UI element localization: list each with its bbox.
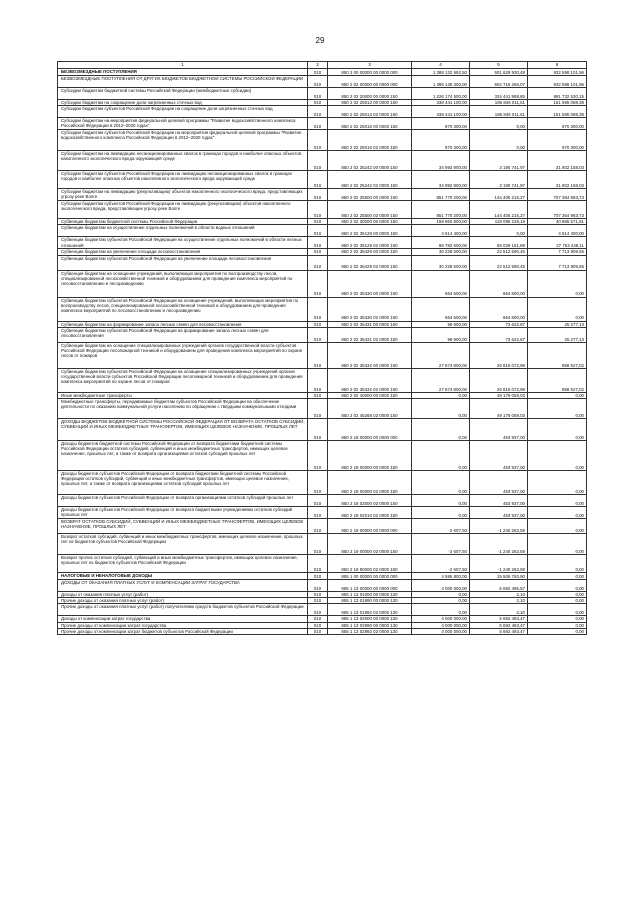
- approved-amount: 27 673 800,00: [412, 342, 470, 368]
- table-row: [58, 106, 587, 118]
- budget-classification-code: 855 1 13 00000 00 0000 000: [328, 580, 412, 592]
- line-code: 010: [308, 255, 328, 270]
- unexecuted-amount: 151 595 088,39: [528, 100, 587, 106]
- table-row: [58, 604, 587, 616]
- approved-amount: 98 900,00: [412, 327, 470, 342]
- budget-classification-code: 850 2 02 25016 02 0000 150: [328, 130, 412, 151]
- column-header: 3: [328, 62, 412, 69]
- executed-amount: 22 512 590,45: [470, 249, 528, 255]
- approved-amount: 0,00: [412, 419, 470, 441]
- unexecuted-amount: 0,00: [528, 519, 587, 534]
- row-name: Иные межбюджетные трансферты: [58, 392, 308, 398]
- unexecuted-amount: 31 802 158,03: [528, 151, 587, 171]
- unexecuted-amount: 0,00: [528, 628, 587, 634]
- column-header: 1: [58, 62, 308, 69]
- approved-amount: 0,00: [412, 604, 470, 616]
- table-row: [58, 327, 587, 342]
- line-code: 010: [308, 76, 328, 88]
- budget-classification-code: 855 1 13 02990 00 0000 130: [328, 622, 412, 628]
- executed-amount: 186 846 011,61: [470, 106, 528, 118]
- line-code: 010: [308, 419, 328, 441]
- budget-classification-code: 850 2 02 25013 02 0000 150: [328, 106, 412, 118]
- page-number: 29: [315, 36, 325, 45]
- line-code: 010: [308, 392, 328, 398]
- table-row: [58, 151, 587, 171]
- approved-amount: 0,00: [412, 399, 470, 419]
- unexecuted-amount: 0,00: [528, 297, 587, 321]
- unexecuted-amount: 0,00: [528, 419, 587, 441]
- executed-amount: 501 629 930,48: [470, 69, 528, 76]
- budget-classification-code: 850 2 02 35429 02 0000 150: [328, 255, 412, 270]
- budget-classification-code: 855 1 13 01000 00 0000 130: [328, 592, 412, 598]
- line-code: 010: [308, 327, 328, 342]
- row-name: Субсидии бюджетам субъектов Российской Федерации на ликвидацию несанкционированных свалок в границах городов и наиболее опасных объектов накопленного экологического вреда окружающей среде: [58, 171, 308, 189]
- row-name: Субсидии бюджетам на сокращение доли загрязненных сточных вод: [58, 100, 308, 106]
- executed-amount: 2,10: [470, 592, 528, 598]
- unexecuted-amount: 0,00: [528, 471, 587, 495]
- approved-amount: 851 770 200,00: [412, 201, 470, 219]
- executed-amount: -1 240 262,59: [470, 519, 528, 534]
- approved-amount: 338 441 100,00: [412, 100, 470, 106]
- budget-classification-code: 850 2 02 00000 00 0000 000: [328, 76, 412, 88]
- line-code: 010: [308, 225, 328, 237]
- approved-amount: 159 960 800,00: [412, 219, 470, 225]
- approved-amount: 0,00: [412, 392, 470, 398]
- row-name: Субвенции бюджетам субъектов Российской Федерации на осуществление отдельных полномочий в области лесных отношений: [58, 237, 308, 249]
- line-code: 010: [308, 555, 328, 573]
- executed-amount: 5 692 493,47: [470, 622, 528, 628]
- line-code: 010: [308, 249, 328, 255]
- line-code: 010: [308, 201, 328, 219]
- row-name: Доходы бюджетов субъектов Российской Федерации от возврата организациями остатков субсидий прошлых лет: [58, 495, 308, 507]
- table-row: [58, 573, 587, 580]
- budget-classification-code: 850 2 02 35432 00 0000 150: [328, 342, 412, 368]
- executed-amount: 664 600,00: [470, 297, 528, 321]
- executed-amount: 49 179 059,03: [470, 392, 528, 398]
- column-header: 2: [308, 62, 328, 69]
- budget-classification-code: 850 2 02 30000 00 0000 150: [328, 219, 412, 225]
- budget-classification-code: 850 2 02 40000 00 0000 150: [328, 392, 412, 398]
- budget-classification-code: 850 2 02 25016 00 0000 150: [328, 118, 412, 130]
- executed-amount: 5 692 495,57: [470, 580, 528, 592]
- row-name: Субвенции бюджетам субъектов Российской Федерации на формирование запаса лесных семян для лесовосстановления: [58, 327, 308, 342]
- unexecuted-amount: 0,00: [528, 392, 587, 398]
- approved-amount: 4 000 000,00: [412, 580, 470, 592]
- unexecuted-amount: 0,00: [528, 622, 587, 628]
- budget-classification-code: 850 2 19 00000 02 0000 150: [328, 534, 412, 555]
- unexecuted-amount: 970 300,00: [528, 130, 587, 151]
- executed-amount: 3 190 741,97: [470, 151, 528, 171]
- line-code: 010: [308, 342, 328, 368]
- row-name: ДОХОДЫ БЮДЖЕТОВ БЮДЖЕТНОЙ СИСТЕМЫ РОССИЙСКОЙ ФЕДЕРАЦИИ ОТ ВОЗВРАТА ОСТАТКОВ СУБСИДИЙ, СУБВЕНЦИЙ И ИНЫХ МЕЖБЮДЖЕТНЫХ ТРАНСФЕРТОВ, ИМЕЮЩИХ ЦЕЛЕВОЕ НАЗНАЧЕНИЕ, ПРОШЛЫХ ЛЕТ: [58, 419, 308, 441]
- row-name: Субвенции бюджетам на оснащение специализированных учреждений органов государственной власти субъектов Российской Федерации лесопожарной техникой и оборудованием для проведения комплекса мероприятий по охране лесов от пожаров: [58, 342, 308, 368]
- unexecuted-amount: 0,00: [528, 534, 587, 555]
- row-name: НАЛОГОВЫЕ И НЕНАЛОГОВЫЕ ДОХОДЫ: [58, 573, 308, 580]
- row-name: Субсидии бюджетам субъектов Российской Федерации на сокращение доли загрязненных сточных вод: [58, 106, 308, 118]
- column-header: 4: [412, 62, 470, 69]
- executed-amount: 2,10: [470, 604, 528, 616]
- executed-amount: 49 179 059,03: [470, 399, 528, 419]
- unexecuted-amount: 7 713 909,55: [528, 255, 587, 270]
- executed-amount: 26 815 072,98: [470, 342, 528, 368]
- executed-amount: 453 937,00: [470, 441, 528, 471]
- row-name: Субсидии бюджетам на ликвидацию несанкционированных свалок в границах городов и наиболее опасных объектов накопленного экологического вреда окружающей среде: [58, 151, 308, 171]
- executed-amount: 0,00: [470, 225, 528, 237]
- table-row: [58, 399, 587, 419]
- table-row: [58, 368, 587, 392]
- budget-classification-code: 850 2 02 35432 02 0000 150: [328, 368, 412, 392]
- table-row: [58, 171, 587, 189]
- table-row: [58, 270, 587, 297]
- table-row: [58, 419, 587, 441]
- table-row: [58, 118, 587, 130]
- approved-amount: 4 514 400,00: [412, 225, 470, 237]
- table-row: [58, 297, 587, 321]
- budget-classification-code: 850 2 18 00000 00 0000 150: [328, 441, 412, 471]
- row-name: Субсидии бюджетам субъектов Российской Федерации на мероприятия федеральной целевой программы "Развитие водохозяйственного комплекса Российской Федерации в 2012–2020 годах": [58, 130, 308, 151]
- table-row: [58, 88, 587, 100]
- line-code: 010: [308, 399, 328, 419]
- line-code: 010: [308, 151, 328, 171]
- unexecuted-amount: 0,00: [528, 270, 587, 297]
- executed-amount: 453 937,00: [470, 419, 528, 441]
- executed-amount: 2,10: [470, 598, 528, 604]
- unexecuted-amount: 4 514 400,00: [528, 225, 587, 237]
- executed-amount: 5 692 493,47: [470, 616, 528, 622]
- approved-amount: 0,00: [412, 592, 470, 598]
- approved-amount: 664 600,00: [412, 270, 470, 297]
- line-code: 010: [308, 519, 328, 534]
- executed-amount: 5 692 493,47: [470, 628, 528, 634]
- table-row: [58, 189, 587, 201]
- executed-amount: 15 506 763,90: [470, 573, 528, 580]
- approved-amount: 4 595 800,00: [412, 573, 470, 580]
- line-code: 010: [308, 270, 328, 297]
- budget-classification-code: 850 2 02 25242 00 0000 150: [328, 151, 412, 171]
- row-name: Субсидии бюджетам на ликвидацию (рекультивацию) объектов накопленного экологического вреда, представляющих угрозу реке Волге: [58, 189, 308, 201]
- executed-amount: 502 715 256,07: [470, 76, 528, 88]
- row-name: Субвенции бюджетам субъектов Российской Федерации на оснащение учреждений, выполняющих мероприятия по воспроизводству лесов, специализированной лесохозяйственной техникой и оборудованием для проведения комплекса мероприятий по лесовосстановлению и лесоразведению: [58, 297, 308, 321]
- line-code: 010: [308, 368, 328, 392]
- line-code: 010: [308, 297, 328, 321]
- line-code: 010: [308, 100, 328, 106]
- table-row: [58, 471, 587, 495]
- table-row: [58, 495, 587, 507]
- approved-amount: 0,00: [412, 441, 470, 471]
- executed-amount: 453 937,00: [470, 507, 528, 519]
- line-code: 010: [308, 573, 328, 580]
- budget-classification-code: 850 2 02 25242 02 0000 150: [328, 171, 412, 189]
- unexecuted-amount: 858 527,02: [528, 368, 587, 392]
- approved-amount: 98 900,00: [412, 321, 470, 327]
- table-row: [58, 69, 587, 76]
- budget-classification-code: 850 2 18 00000 00 0000 000: [328, 419, 412, 441]
- unexecuted-amount: 707 364 983,73: [528, 201, 587, 219]
- executed-amount: 69 029 151,89: [470, 237, 528, 249]
- unexecuted-amount: 891 732 530,15: [528, 88, 587, 100]
- line-code: 010: [308, 118, 328, 130]
- approved-amount: 0,00: [412, 471, 470, 495]
- executed-amount: 73 622,87: [470, 327, 528, 342]
- table-row: [58, 237, 587, 249]
- row-name: Доходы бюджетов бюджетной системы Российской Федерации от возврата бюджетами бюджетной системы Российской Федерации остатков субсидий, субвенций и иных межбюджетных трансфертов, имеющих целевое назначение, прошлых лет, а также от возврата организациями остатков субсидий прошлых лет: [58, 441, 308, 471]
- unexecuted-amount: 0,00: [528, 616, 587, 622]
- approved-amount: 1 388 132 692,50: [412, 69, 470, 76]
- approved-amount: 0,00: [412, 507, 470, 519]
- approved-amount: 338 441 100,00: [412, 106, 470, 118]
- budget-classification-code: 850 2 19 00000 00 0000 000: [328, 519, 412, 534]
- approved-amount: 34 992 900,00: [412, 151, 470, 171]
- approved-amount: 664 600,00: [412, 297, 470, 321]
- table-row: [58, 519, 587, 534]
- unexecuted-amount: 0,00: [528, 495, 587, 507]
- unexecuted-amount: 707 364 983,73: [528, 189, 587, 201]
- approved-amount: -2 607,50: [412, 555, 470, 573]
- table-row: [58, 441, 587, 471]
- approved-amount: 0,00: [412, 495, 470, 507]
- line-code: 010: [308, 189, 328, 201]
- unexecuted-amount: 25 277,13: [528, 327, 587, 342]
- unexecuted-amount: 0,00: [528, 580, 587, 592]
- line-code: 010: [308, 88, 328, 100]
- budget-classification-code: 855 1 13 01992 02 0000 130: [328, 604, 412, 616]
- budget-classification-code: 850 2 18 02000 02 0000 150: [328, 495, 412, 507]
- row-name: Субвенции бюджетам на формирование запаса лесных семян для лесовосстановления: [58, 321, 308, 327]
- budget-classification-code: 850 2 18 00000 02 0000 150: [328, 471, 412, 495]
- executed-amount: 453 937,00: [470, 495, 528, 507]
- row-name: Субвенции бюджетам субъектов Российской Федерации на увеличение площади лесовосстановления: [58, 255, 308, 270]
- unexecuted-amount: 970 300,00: [528, 118, 587, 130]
- budget-classification-code: 850 2 00 00000 00 0000 000: [328, 69, 412, 76]
- row-name: Возврат остатков субсидий, субвенций и иных межбюджетных трансфертов, имеющих целевое назначение, прошлых лет из бюджетов субъектов Российской Федерации: [58, 534, 308, 555]
- executed-amount: 73 622,87: [470, 321, 528, 327]
- unexecuted-amount: 151 595 088,39: [528, 106, 587, 118]
- line-code: 010: [308, 471, 328, 495]
- budget-classification-code: 855 1 00 00000 00 0000 000: [328, 573, 412, 580]
- table-row: [58, 130, 587, 151]
- executed-amount: 0,00: [470, 130, 528, 151]
- line-code: 010: [308, 622, 328, 628]
- budget-classification-code: 850 2 02 25500 02 0000 150: [328, 201, 412, 219]
- row-name: Прочие доходы от оказания платных услуг (работ): [58, 598, 308, 604]
- line-code: 010: [308, 495, 328, 507]
- budget-classification-code: 850 2 18 02010 02 0000 150: [328, 507, 412, 519]
- line-code: 010: [308, 130, 328, 151]
- line-code: 010: [308, 616, 328, 622]
- line-code: 010: [308, 219, 328, 225]
- row-name: ДОХОДЫ ОТ ОКАЗАНИЯ ПЛАТНЫХ УСЛУГ И КОМПЕНСАЦИИ ЗАТРАТ ГОСУДАРСТВА: [58, 580, 308, 592]
- executed-amount: 26 815 072,98: [470, 368, 528, 392]
- unexecuted-amount: 0,00: [528, 598, 587, 604]
- budget-classification-code: 850 2 02 25500 00 0000 150: [328, 189, 412, 201]
- executed-amount: 119 095 228,19: [470, 219, 528, 225]
- approved-amount: 0,00: [412, 598, 470, 604]
- row-name: Субвенции бюджетам на осуществление отдельных полномочий в области водных отношений: [58, 225, 308, 237]
- table-row: [58, 255, 587, 270]
- line-code: 010: [308, 321, 328, 327]
- line-code: 010: [308, 237, 328, 249]
- executed-amount: -1 240 262,59: [470, 534, 528, 555]
- column-number-row: [58, 62, 587, 69]
- budget-classification-code: 850 2 02 35431 02 0000 150: [328, 327, 412, 342]
- row-name: Субвенции бюджетам на увеличение площади лесовосстановления: [58, 249, 308, 255]
- line-code: 010: [308, 592, 328, 598]
- row-name: Доходы бюджетов субъектов Российской Федерации от возврата бюджетами бюджетной системы Российской Федерации остатков субсидий, субвенций и иных межбюджетных трансфертов, имеющих целевое назначение, прошлых лет, а также от возврата организациями остатков субсидий прошлых лет: [58, 471, 308, 495]
- approved-amount: 4 000 000,00: [412, 622, 470, 628]
- table-row: [58, 628, 587, 634]
- budget-classification-code: 855 1 13 02000 00 0000 130: [328, 616, 412, 622]
- budget-classification-code: 850 2 02 35430 02 0000 150: [328, 297, 412, 321]
- table-row: [58, 580, 587, 592]
- row-name: Прочие доходы от компенсации затрат государства: [58, 622, 308, 628]
- unexecuted-amount: 31 802 158,03: [528, 171, 587, 189]
- line-code: 010: [308, 598, 328, 604]
- row-name: Возврат прочих остатков субсидий, субвенций и иных межбюджетных трансфертов, имеющих целевое назначение, прошлых лет из бюджетов субъектов Российской Федерации: [58, 555, 308, 573]
- row-name: Прочие доходы от оказания платных услуг (работ) получателями средств бюджетов субъектов Российской Федерации: [58, 604, 308, 616]
- row-name: Субвенции бюджетам на оснащение учреждений, выполняющих мероприятия по воспроизводству лесов, специализированной лесохозяйственной техникой и оборудованием для проведения комплекса мероприятий по лесовосстановлению и лесоразведению: [58, 270, 308, 297]
- table-row: [58, 76, 587, 88]
- approved-amount: -2 607,50: [412, 519, 470, 534]
- approved-amount: 96 782 600,00: [412, 237, 470, 249]
- approved-amount: 34 992 900,00: [412, 171, 470, 189]
- executed-amount: -1 240 262,59: [470, 555, 528, 573]
- executed-amount: 144 405 216,27: [470, 201, 528, 219]
- unexecuted-amount: 932 598 101,96: [528, 69, 587, 76]
- budget-classification-code: 850 2 02 35431 00 0000 150: [328, 321, 412, 327]
- line-code: 010: [308, 171, 328, 189]
- budget-classification-code: 855 1 13 02992 02 0000 130: [328, 628, 412, 634]
- line-code: 010: [308, 580, 328, 592]
- row-name: Субвенции бюджетам бюджетной системы Российской Федерации: [58, 219, 308, 225]
- budget-classification-code: 850 2 02 35429 00 0000 150: [328, 249, 412, 255]
- unexecuted-amount: 858 527,02: [528, 342, 587, 368]
- approved-amount: -2 607,50: [412, 534, 470, 555]
- budget-classification-code: 850 2 02 35128 00 0000 150: [328, 225, 412, 237]
- column-header: 5: [470, 62, 528, 69]
- unexecuted-amount: 0,00: [528, 592, 587, 598]
- row-name: Доходы от компенсации затрат государства: [58, 616, 308, 622]
- approved-amount: 970 300,00: [412, 130, 470, 151]
- unexecuted-amount: 7 713 909,55: [528, 249, 587, 255]
- unexecuted-amount: 0,00: [528, 555, 587, 573]
- column-header: 6: [528, 62, 587, 69]
- executed-amount: 334 441 998,85: [470, 88, 528, 100]
- unexecuted-amount: 0,00: [528, 507, 587, 519]
- unexecuted-amount: 0,00: [528, 573, 587, 580]
- approved-amount: 30 228 500,00: [412, 249, 470, 255]
- executed-amount: 186 846 011,61: [470, 100, 528, 106]
- line-code: 010: [308, 69, 328, 76]
- approved-amount: 30 228 500,00: [412, 255, 470, 270]
- approved-amount: 970 300,00: [412, 118, 470, 130]
- approved-amount: 4 000 000,00: [412, 616, 470, 622]
- unexecuted-amount: 0,00: [528, 441, 587, 471]
- line-code: 010: [308, 441, 328, 471]
- line-code: 010: [308, 534, 328, 555]
- budget-classification-code: 855 1 13 01990 00 0000 130: [328, 598, 412, 604]
- row-name: Субвенции бюджетам субъектов Российской Федерации на оснащение специализированных учреждений органов государственной власти субъектов Российской Федерации лесопожарной техникой и оборудованием для проведения комплекса мероприятий по охране лесов от пожаров: [58, 368, 308, 392]
- unexecuted-amount: 0,00: [528, 604, 587, 616]
- row-name: Доходы бюджетов субъектов Российской Федерации от возврата бюджетными учреждениями остатков субсидий прошлых лет: [58, 507, 308, 519]
- budget-classification-code: 850 2 02 45268 02 0000 150: [328, 399, 412, 419]
- approved-amount: 851 770 200,00: [412, 189, 470, 201]
- approved-amount: 27 673 800,00: [412, 368, 470, 392]
- executed-amount: 453 937,00: [470, 471, 528, 495]
- executed-amount: 144 405 216,27: [470, 189, 528, 201]
- line-code: 010: [308, 628, 328, 634]
- unexecuted-amount: 40 865 571,81: [528, 219, 587, 225]
- row-name: Доходы от оказания платных услуг (работ): [58, 592, 308, 598]
- budget-classification-code: 850 2 19 90000 02 0000 150: [328, 555, 412, 573]
- line-code: 010: [308, 507, 328, 519]
- income-report-table: [57, 61, 587, 635]
- budget-classification-code: 850 2 02 35129 02 0000 150: [328, 237, 412, 249]
- row-name: Субсидии бюджетам бюджетной системы Российской Федерации (межбюджетные субсидии): [58, 88, 308, 100]
- unexecuted-amount: 0,00: [528, 399, 587, 419]
- unexecuted-amount: 932 598 101,96: [528, 76, 587, 88]
- row-name: Прочие доходы от компенсации затрат бюджетов субъектов Российской Федерации: [58, 628, 308, 634]
- row-name: БЕЗВОЗМЕЗДНЫЕ ПОСТУПЛЕНИЯ: [58, 69, 308, 76]
- table-row: [58, 555, 587, 573]
- executed-amount: 3 190 741,97: [470, 171, 528, 189]
- budget-classification-code: 850 2 02 20000 00 0000 150: [328, 88, 412, 100]
- executed-amount: 0,00: [470, 118, 528, 130]
- row-name: Субсидии бюджетам на мероприятия федеральной целевой программы "Развитие водохозяйственного комплекса Российской Федерации в 2012–2020 годах": [58, 118, 308, 130]
- executed-amount: 22 512 590,45: [470, 255, 528, 270]
- unexecuted-amount: 27 753 448,11: [528, 237, 587, 249]
- table-row: [58, 342, 587, 368]
- line-code: 010: [308, 106, 328, 118]
- approved-amount: 4 000 000,00: [412, 628, 470, 634]
- row-name: ВОЗВРАТ ОСТАТКОВ СУБСИДИЙ, СУБВЕНЦИЙ И ИНЫХ МЕЖБЮДЖЕТНЫХ ТРАНСФЕРТОВ, ИМЕЮЩИХ ЦЕЛЕВОЕ НАЗНАЧЕНИЕ, ПРОШЛЫХ ЛЕТ: [58, 519, 308, 534]
- budget-classification-code: 850 2 02 35430 00 0000 150: [328, 270, 412, 297]
- table-row: [58, 225, 587, 237]
- row-name: Межбюджетные трансферты, передаваемые бюджетам субъектов Российской Федерации на обеспечение деятельности по оказанию коммунальной услуги населению по обращению с твердыми коммунальными отходами: [58, 399, 308, 419]
- approved-amount: 1 226 174 500,00: [412, 88, 470, 100]
- line-code: 010: [308, 604, 328, 616]
- table-row: [58, 201, 587, 219]
- executed-amount: 664 600,00: [470, 270, 528, 297]
- row-name: Субсидии бюджетам субъектов Российской Федерации на ликвидацию (рекультивацию) объектов накопленного экологического вреда, представляющих угрозу реке Волге: [58, 201, 308, 219]
- row-name: БЕЗВОЗМЕЗДНЫЕ ПОСТУПЛЕНИЯ ОТ ДРУГИХ БЮДЖЕТОВ БЮДЖЕТНОЙ СИСТЕМЫ РОССИЙСКОЙ ФЕДЕРАЦИИ: [58, 76, 308, 88]
- approved-amount: 1 386 135 300,00: [412, 76, 470, 88]
- budget-classification-code: 850 2 02 25013 00 0000 150: [328, 100, 412, 106]
- table-row: [58, 534, 587, 555]
- table-row: [58, 507, 587, 519]
- unexecuted-amount: 25 277,13: [528, 321, 587, 327]
